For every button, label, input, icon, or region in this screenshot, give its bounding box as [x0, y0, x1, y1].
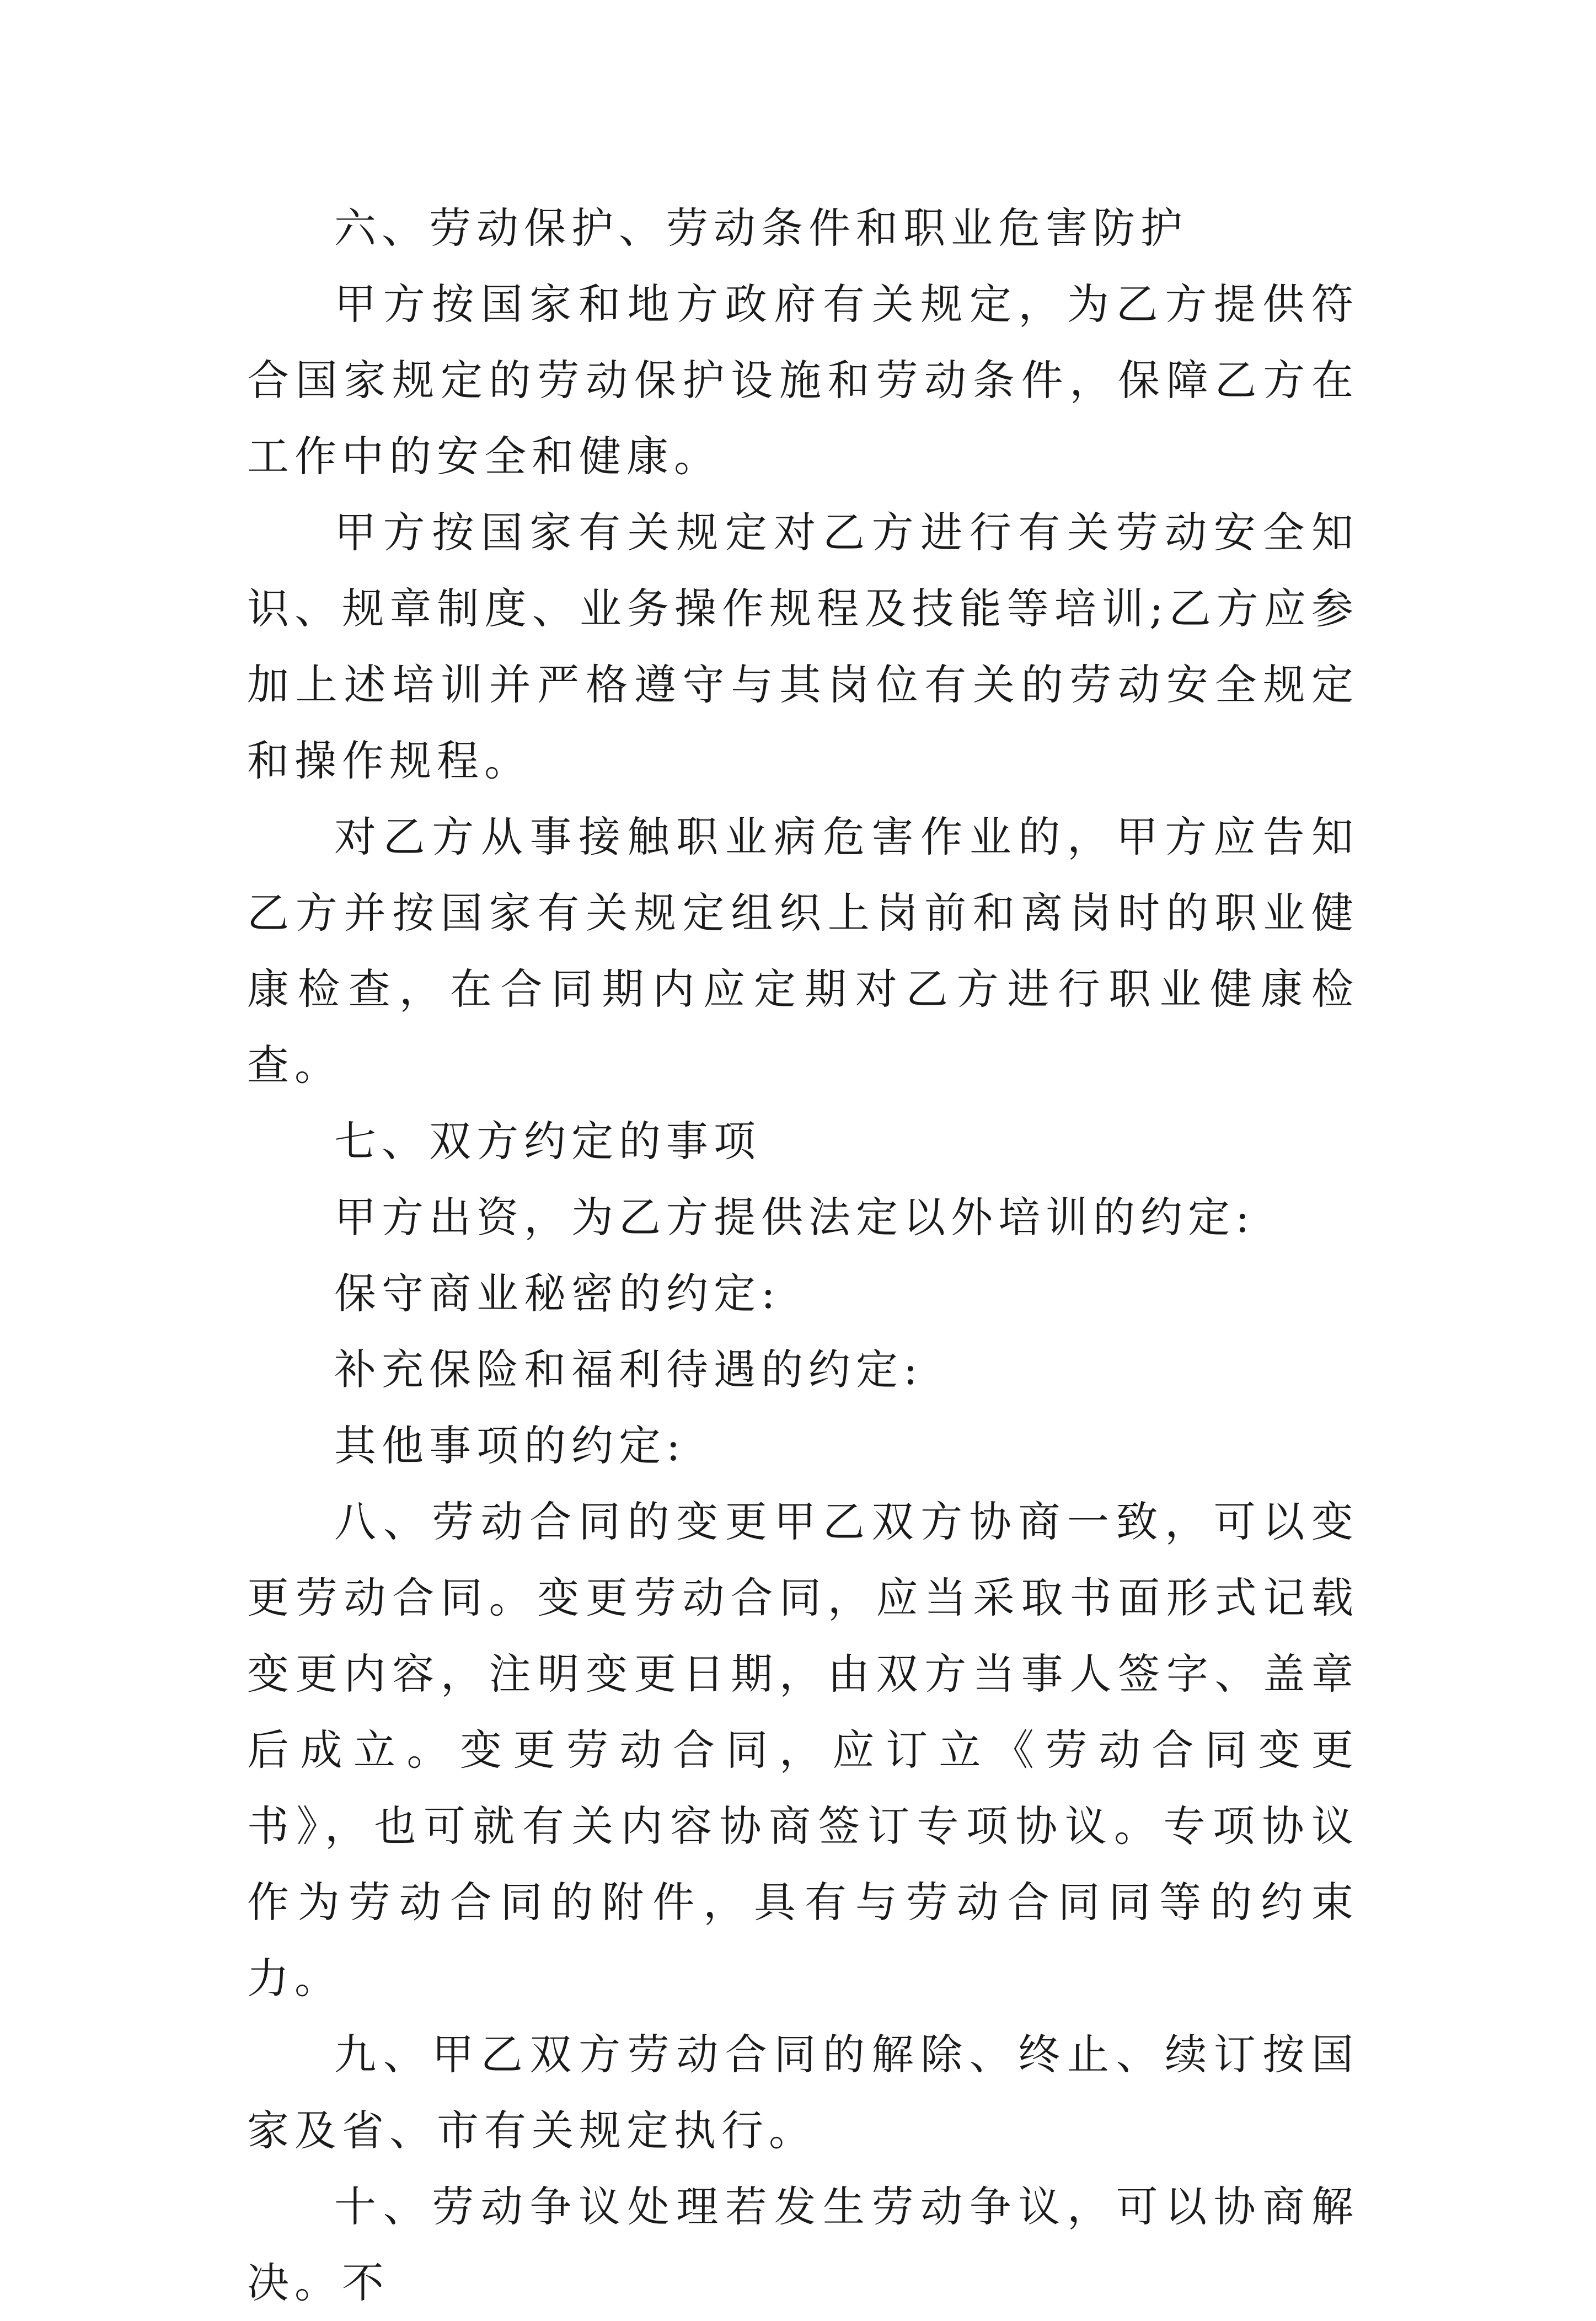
- section-heading-labor-protection: 六、劳动保护、劳动条件和职业危害防护: [334, 203, 1188, 253]
- paragraph-trade-secret-agreement: 保守商业秘密的约定:: [334, 1269, 781, 1318]
- section-heading-agreed-matters: 七、双方约定的事项: [334, 1117, 761, 1166]
- paragraph-contract-change: 八、劳动合同的变更甲乙双方协商一致，可以变更劳动合同。变更劳动合同，应当采取书面形式记载变更内容，注明变更日期，由双方当事人签字、盖章后成立。变更劳动合同，应订立《劳动合同变更书》，也可就有关内容协商签订专项协议。专项协议作为劳动合同的附件，具有与劳动合同同等的约束力。: [247, 1497, 1359, 2003]
- paragraph-protection-facilities: 甲方按国家和地方政府有关规定，为乙方提供符合国家规定的劳动保护设施和劳动条件，保障乙方在工作中的安全和健康。: [247, 280, 1359, 481]
- paragraph-insurance-agreement: 补充保险和福利待遇的约定:: [334, 1345, 923, 1394]
- document-body: [247, 190, 1359, 2321]
- paragraph-training-agreement: 甲方出资，为乙方提供法定以外培训的约定:: [334, 1193, 1255, 1242]
- paragraph-safety-training: 甲方按国家有关规定对乙方进行有关劳动安全知识、规章制度、业务操作规程及技能等培训;乙方应参加上述培训并严格遵守与其岗位有关的劳动安全规定和操作规程。: [247, 508, 1359, 785]
- paragraph-contract-termination: 九、甲乙双方劳动合同的解除、终止、续订按国家及省、市有关规定执行。: [247, 2030, 1359, 2155]
- paragraph-other-agreement: 其他事项的约定:: [334, 1421, 686, 1470]
- paragraph-dispute-resolution: 十、劳动争议处理若发生劳动争议，可以协商解决。不: [247, 2182, 1359, 2307]
- paragraph-occupational-health: 对乙方从事接触职业病危害作业的，甲方应告知乙方并按国家有关规定组织上岗前和离岗时的职业健康检查，在合同期内应定期对乙方进行职业健康检查。: [247, 812, 1359, 1090]
